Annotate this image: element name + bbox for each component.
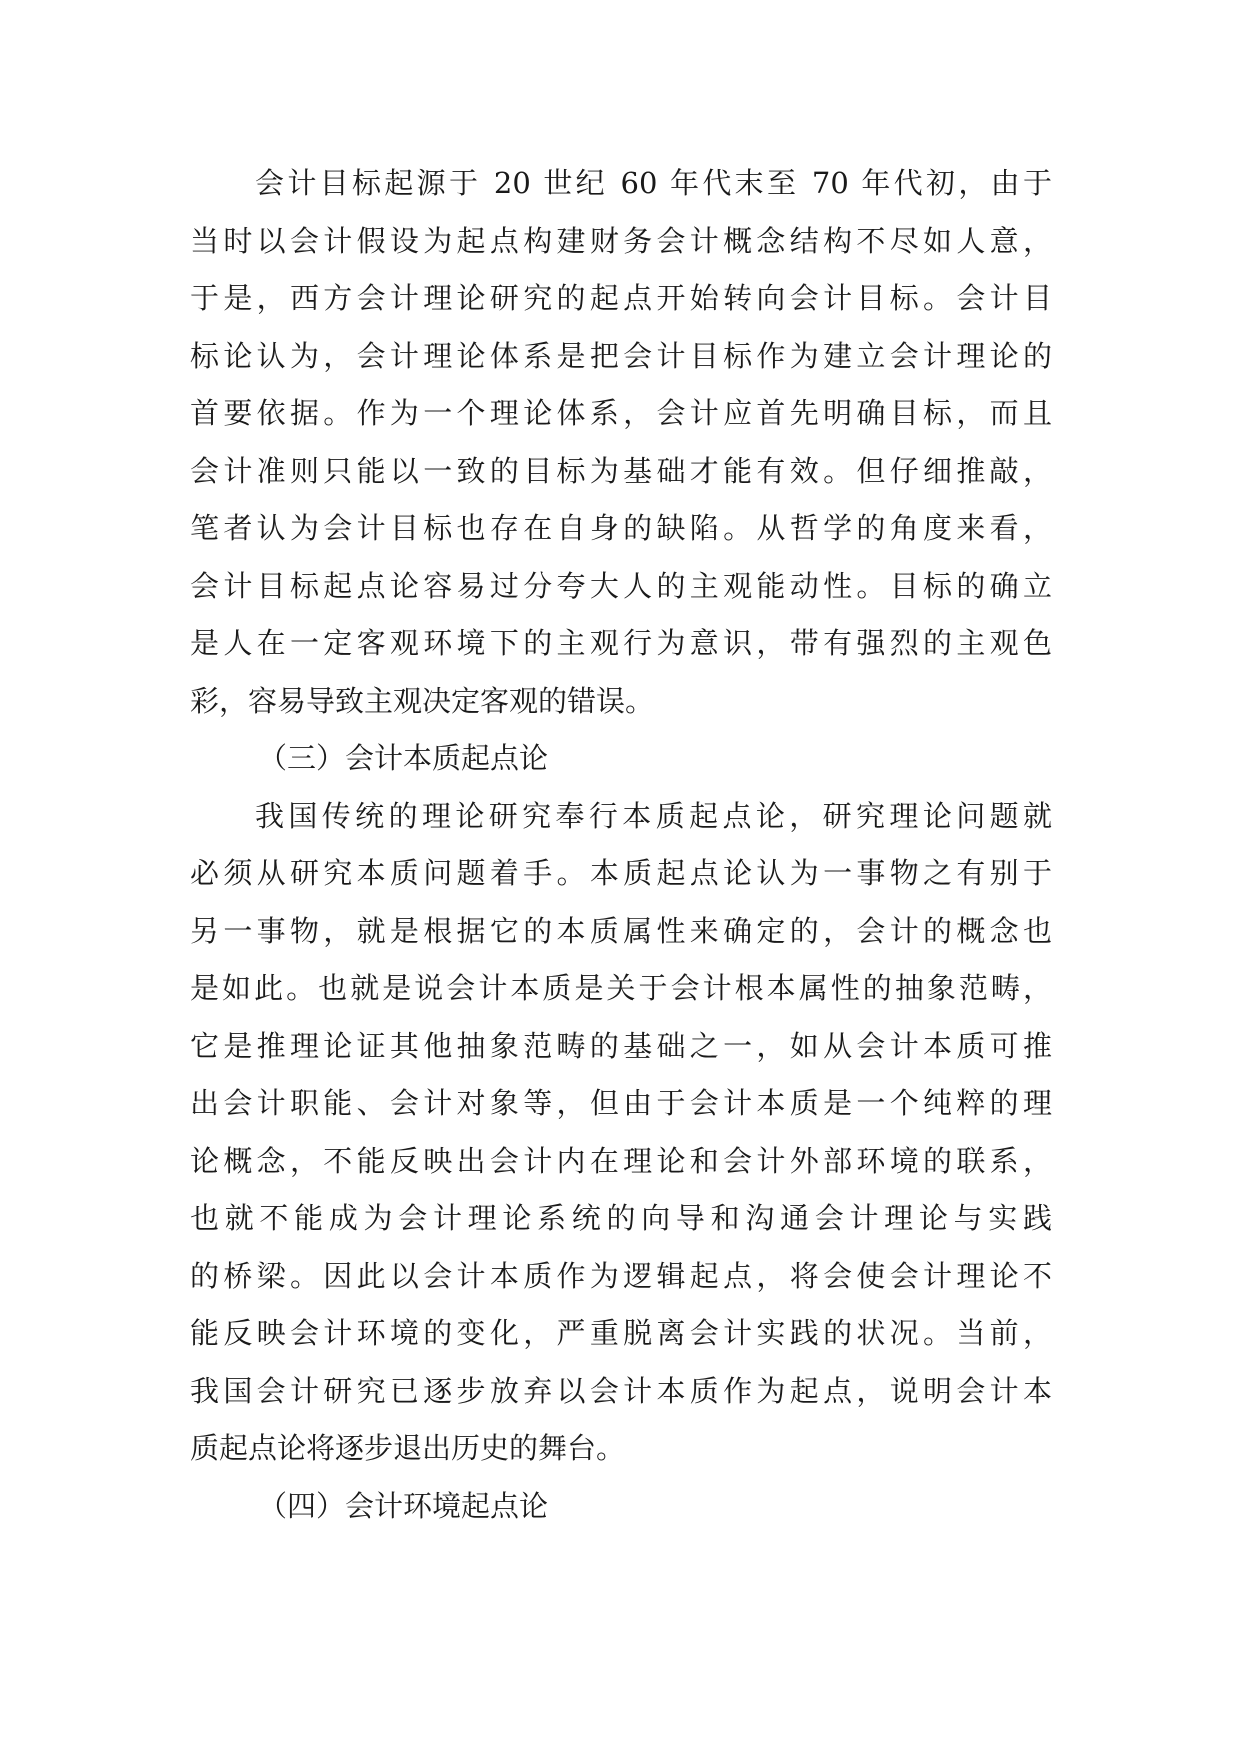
- paragraph-line: 会计目标起源于 20 世纪 60 年代末至 70 年代初，由于: [255, 166, 1052, 200]
- paragraph-line: 标论认为，会计理论体系是把会计目标作为建立会计理论的: [190, 338, 1052, 373]
- paragraph-line: 首要依据。作为一个理论体系，会计应首先明确目标，而且: [190, 396, 1052, 430]
- paragraph-line: 我国会计研究已逐步放弃以会计本质作为起点，说明会计本: [190, 1373, 1052, 1408]
- paragraph-line: 会计目标起点论容易过分夸大人的主观能动性。目标的确立: [190, 568, 1052, 603]
- paragraph-line: 出会计职能、会计对象等，但由于会计本质是一个纯粹的理: [190, 1086, 1052, 1120]
- paragraph-line: 的桥梁。因此以会计本质作为逻辑起点，将会使会计理论不: [190, 1258, 1052, 1293]
- paragraph-line: 是如此。也就是说会计本质是关于会计根本属性的抽象范畴，: [190, 971, 1052, 1005]
- paragraph-line: 我国传统的理论研究奉行本质起点论，研究理论问题就: [255, 798, 1052, 833]
- paragraph-line: 它是推理论证其他抽象范畴的基础之一，如从会计本质可推: [190, 1028, 1052, 1063]
- paragraph-line: 另一事物，就是根据它的本质属性来确定的，会计的概念也: [190, 913, 1052, 948]
- document-body: [190, 155, 1052, 1535]
- paragraph-line: 彩，容易导致主观决定客观的错误。: [190, 683, 655, 718]
- paragraph-line: 于是，西方会计理论研究的起点开始转向会计目标。会计目: [190, 281, 1052, 315]
- paragraph-line: 论概念，不能反映出会计内在理论和会计外部环境的联系，: [190, 1143, 1052, 1178]
- section-heading: （四）会计环境起点论: [258, 1488, 549, 1523]
- paragraph-line: 能反映会计环境的变化，严重脱离会计实践的状况。当前，: [190, 1316, 1052, 1350]
- paragraph-line: 必须从研究本质问题着手。本质起点论认为一事物之有别于: [190, 856, 1052, 890]
- paragraph-line: 当时以会计假设为起点构建财务会计概念结构不尽如人意，: [190, 223, 1052, 258]
- section-heading: （三）会计本质起点论: [258, 741, 549, 775]
- paragraph-line: 质起点论将逐步退出历史的舞台。: [190, 1431, 626, 1465]
- paragraph-line: 也就不能成为会计理论系统的向导和沟通会计理论与实践: [190, 1201, 1052, 1235]
- paragraph-line: 笔者认为会计目标也存在自身的缺陷。从哲学的角度来看，: [190, 511, 1052, 545]
- paragraph-line: 会计准则只能以一致的目标为基础才能有效。但仔细推敲，: [190, 453, 1052, 488]
- paragraph-line: 是人在一定客观环境下的主观行为意识，带有强烈的主观色: [190, 626, 1052, 660]
